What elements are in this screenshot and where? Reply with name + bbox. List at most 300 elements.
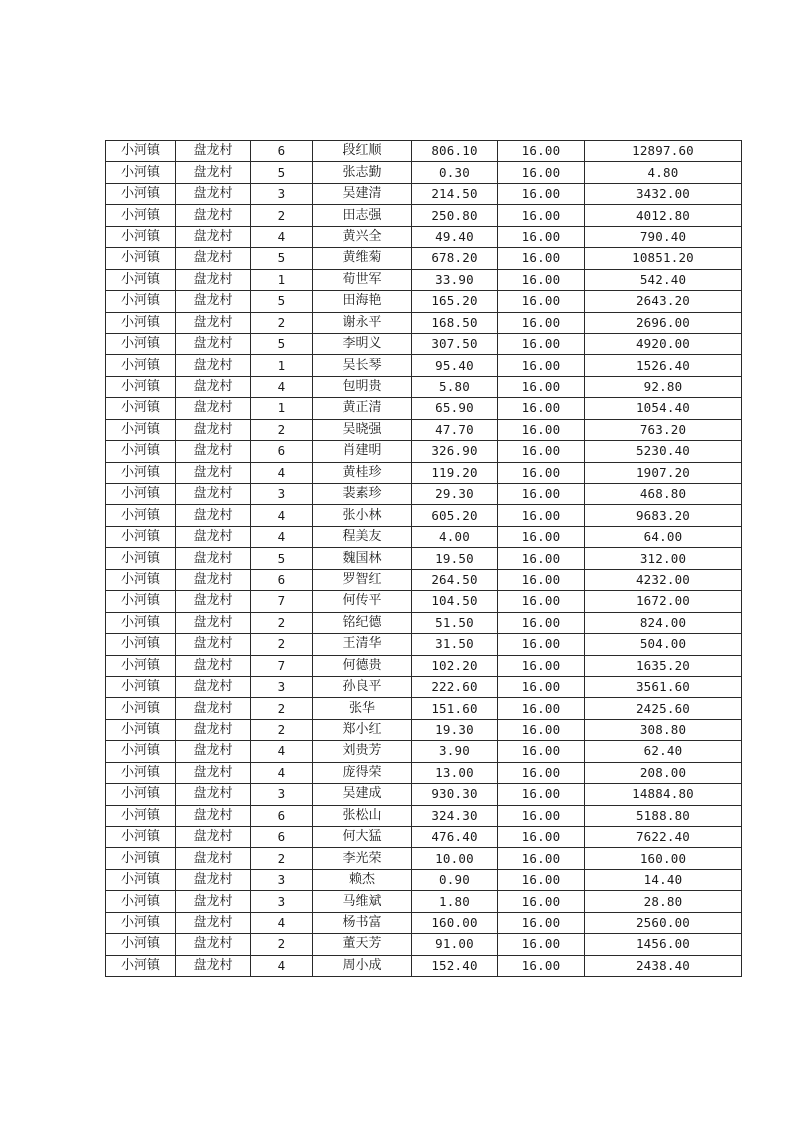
cell-name: 铭纪德	[313, 612, 412, 633]
cell-town: 小河镇	[106, 784, 176, 805]
cell-group: 2	[251, 312, 313, 333]
cell-village: 盘龙村	[176, 612, 251, 633]
cell-name: 田志强	[313, 205, 412, 226]
cell-rate: 16.00	[498, 398, 585, 419]
cell-name: 肖建明	[313, 441, 412, 462]
cell-group: 4	[251, 912, 313, 933]
cell-area: 1.80	[412, 891, 498, 912]
cell-group: 4	[251, 741, 313, 762]
table-row	[106, 291, 742, 312]
cell-rate: 16.00	[498, 912, 585, 933]
cell-name: 程美友	[313, 526, 412, 547]
cell-town: 小河镇	[106, 869, 176, 890]
cell-amount: 10851.20	[585, 248, 742, 269]
cell-group: 3	[251, 676, 313, 697]
cell-name: 吴长琴	[313, 355, 412, 376]
cell-village: 盘龙村	[176, 462, 251, 483]
cell-area: 91.00	[412, 934, 498, 955]
cell-village: 盘龙村	[176, 848, 251, 869]
cell-village: 盘龙村	[176, 934, 251, 955]
cell-group: 1	[251, 355, 313, 376]
cell-village: 盘龙村	[176, 205, 251, 226]
cell-group: 4	[251, 526, 313, 547]
table-row	[106, 612, 742, 633]
cell-town: 小河镇	[106, 612, 176, 633]
cell-town: 小河镇	[106, 634, 176, 655]
cell-name: 罗智红	[313, 569, 412, 590]
cell-name: 何传平	[313, 591, 412, 612]
cell-amount: 2560.00	[585, 912, 742, 933]
cell-amount: 504.00	[585, 634, 742, 655]
table-row	[106, 441, 742, 462]
cell-area: 51.50	[412, 612, 498, 633]
cell-rate: 16.00	[498, 591, 585, 612]
cell-group: 5	[251, 291, 313, 312]
cell-village: 盘龙村	[176, 762, 251, 783]
cell-name: 张松山	[313, 805, 412, 826]
cell-name: 赖杰	[313, 869, 412, 890]
table-row	[106, 484, 742, 505]
cell-village: 盘龙村	[176, 162, 251, 183]
cell-group: 1	[251, 398, 313, 419]
table-row	[106, 141, 742, 162]
cell-name: 刘贵芳	[313, 741, 412, 762]
cell-group: 4	[251, 376, 313, 397]
cell-town: 小河镇	[106, 741, 176, 762]
cell-village: 盘龙村	[176, 484, 251, 505]
cell-town: 小河镇	[106, 183, 176, 204]
cell-town: 小河镇	[106, 462, 176, 483]
cell-area: 930.30	[412, 784, 498, 805]
table-row	[106, 762, 742, 783]
cell-rate: 16.00	[498, 848, 585, 869]
cell-name: 魏国林	[313, 548, 412, 569]
cell-amount: 542.40	[585, 269, 742, 290]
cell-group: 4	[251, 505, 313, 526]
cell-town: 小河镇	[106, 698, 176, 719]
table-row	[106, 934, 742, 955]
cell-group: 5	[251, 548, 313, 569]
cell-group: 2	[251, 612, 313, 633]
cell-area: 160.00	[412, 912, 498, 933]
cell-town: 小河镇	[106, 248, 176, 269]
cell-group: 2	[251, 719, 313, 740]
table-row	[106, 248, 742, 269]
table-row	[106, 333, 742, 354]
cell-area: 214.50	[412, 183, 498, 204]
cell-village: 盘龙村	[176, 291, 251, 312]
cell-name: 吴晓强	[313, 419, 412, 440]
table-row	[106, 462, 742, 483]
cell-name: 庞得荣	[313, 762, 412, 783]
cell-area: 307.50	[412, 333, 498, 354]
cell-town: 小河镇	[106, 955, 176, 976]
cell-group: 3	[251, 869, 313, 890]
table-row	[106, 655, 742, 676]
cell-group: 4	[251, 955, 313, 976]
cell-rate: 16.00	[498, 805, 585, 826]
cell-area: 119.20	[412, 462, 498, 483]
cell-rate: 16.00	[498, 698, 585, 719]
cell-amount: 308.80	[585, 719, 742, 740]
cell-rate: 16.00	[498, 784, 585, 805]
cell-area: 19.30	[412, 719, 498, 740]
cell-group: 2	[251, 634, 313, 655]
cell-name: 黄正清	[313, 398, 412, 419]
cell-area: 168.50	[412, 312, 498, 333]
cell-town: 小河镇	[106, 205, 176, 226]
cell-area: 19.50	[412, 548, 498, 569]
cell-name: 郑小红	[313, 719, 412, 740]
table-row	[106, 784, 742, 805]
cell-area: 152.40	[412, 955, 498, 976]
table-row	[106, 591, 742, 612]
cell-group: 2	[251, 698, 313, 719]
table-row	[106, 526, 742, 547]
cell-amount: 5188.80	[585, 805, 742, 826]
cell-village: 盘龙村	[176, 505, 251, 526]
cell-group: 6	[251, 441, 313, 462]
cell-town: 小河镇	[106, 912, 176, 933]
cell-village: 盘龙村	[176, 248, 251, 269]
table-row	[106, 741, 742, 762]
cell-town: 小河镇	[106, 526, 176, 547]
cell-rate: 16.00	[498, 162, 585, 183]
table-row	[106, 848, 742, 869]
table-row	[106, 569, 742, 590]
cell-group: 6	[251, 827, 313, 848]
cell-town: 小河镇	[106, 291, 176, 312]
table-row	[106, 269, 742, 290]
cell-group: 1	[251, 269, 313, 290]
cell-rate: 16.00	[498, 569, 585, 590]
cell-area: 102.20	[412, 655, 498, 676]
cell-rate: 16.00	[498, 891, 585, 912]
cell-rate: 16.00	[498, 762, 585, 783]
cell-area: 4.00	[412, 526, 498, 547]
cell-town: 小河镇	[106, 569, 176, 590]
cell-area: 264.50	[412, 569, 498, 590]
cell-area: 222.60	[412, 676, 498, 697]
cell-amount: 1635.20	[585, 655, 742, 676]
cell-village: 盘龙村	[176, 591, 251, 612]
cell-village: 盘龙村	[176, 441, 251, 462]
cell-name: 吴建成	[313, 784, 412, 805]
cell-amount: 92.80	[585, 376, 742, 397]
cell-name: 周小成	[313, 955, 412, 976]
cell-town: 小河镇	[106, 162, 176, 183]
cell-area: 3.90	[412, 741, 498, 762]
cell-village: 盘龙村	[176, 698, 251, 719]
cell-rate: 16.00	[498, 741, 585, 762]
cell-town: 小河镇	[106, 269, 176, 290]
cell-village: 盘龙村	[176, 355, 251, 376]
cell-amount: 4012.80	[585, 205, 742, 226]
cell-name: 何德贵	[313, 655, 412, 676]
cell-village: 盘龙村	[176, 955, 251, 976]
cell-rate: 16.00	[498, 548, 585, 569]
cell-town: 小河镇	[106, 312, 176, 333]
cell-area: 49.40	[412, 226, 498, 247]
table-row	[106, 869, 742, 890]
cell-group: 5	[251, 333, 313, 354]
cell-amount: 160.00	[585, 848, 742, 869]
cell-group: 6	[251, 141, 313, 162]
cell-amount: 3561.60	[585, 676, 742, 697]
table-row	[106, 634, 742, 655]
cell-area: 605.20	[412, 505, 498, 526]
cell-amount: 4920.00	[585, 333, 742, 354]
cell-town: 小河镇	[106, 376, 176, 397]
cell-amount: 790.40	[585, 226, 742, 247]
cell-name: 张华	[313, 698, 412, 719]
cell-town: 小河镇	[106, 805, 176, 826]
cell-name: 吴建清	[313, 183, 412, 204]
cell-rate: 16.00	[498, 205, 585, 226]
cell-village: 盘龙村	[176, 183, 251, 204]
cell-rate: 16.00	[498, 183, 585, 204]
table-row	[106, 505, 742, 526]
cell-amount: 2643.20	[585, 291, 742, 312]
cell-town: 小河镇	[106, 848, 176, 869]
cell-town: 小河镇	[106, 398, 176, 419]
cell-group: 3	[251, 891, 313, 912]
cell-group: 3	[251, 484, 313, 505]
cell-amount: 28.80	[585, 891, 742, 912]
cell-name: 马维斌	[313, 891, 412, 912]
cell-rate: 16.00	[498, 505, 585, 526]
cell-rate: 16.00	[498, 869, 585, 890]
cell-rate: 16.00	[498, 934, 585, 955]
cell-group: 7	[251, 591, 313, 612]
cell-rate: 16.00	[498, 634, 585, 655]
cell-rate: 16.00	[498, 376, 585, 397]
cell-rate: 16.00	[498, 676, 585, 697]
cell-group: 3	[251, 183, 313, 204]
cell-rate: 16.00	[498, 612, 585, 633]
cell-group: 2	[251, 934, 313, 955]
table-row	[106, 891, 742, 912]
table-row	[106, 912, 742, 933]
cell-group: 4	[251, 462, 313, 483]
cell-village: 盘龙村	[176, 891, 251, 912]
table-row	[106, 955, 742, 976]
cell-area: 151.60	[412, 698, 498, 719]
cell-name: 杨书富	[313, 912, 412, 933]
cell-town: 小河镇	[106, 676, 176, 697]
cell-town: 小河镇	[106, 934, 176, 955]
cell-amount: 14.40	[585, 869, 742, 890]
cell-rate: 16.00	[498, 955, 585, 976]
cell-group: 5	[251, 248, 313, 269]
cell-town: 小河镇	[106, 762, 176, 783]
cell-amount: 824.00	[585, 612, 742, 633]
cell-group: 7	[251, 655, 313, 676]
cell-village: 盘龙村	[176, 269, 251, 290]
cell-area: 29.30	[412, 484, 498, 505]
cell-amount: 14884.80	[585, 784, 742, 805]
cell-name: 黄桂珍	[313, 462, 412, 483]
cell-amount: 12897.60	[585, 141, 742, 162]
cell-rate: 16.00	[498, 355, 585, 376]
cell-amount: 2438.40	[585, 955, 742, 976]
cell-rate: 16.00	[498, 419, 585, 440]
cell-village: 盘龙村	[176, 526, 251, 547]
cell-rate: 16.00	[498, 226, 585, 247]
cell-village: 盘龙村	[176, 869, 251, 890]
cell-village: 盘龙村	[176, 805, 251, 826]
cell-town: 小河镇	[106, 355, 176, 376]
cell-area: 13.00	[412, 762, 498, 783]
cell-rate: 16.00	[498, 269, 585, 290]
cell-group: 2	[251, 848, 313, 869]
table-row	[106, 226, 742, 247]
cell-amount: 1907.20	[585, 462, 742, 483]
cell-amount: 2696.00	[585, 312, 742, 333]
table-row	[106, 805, 742, 826]
cell-amount: 468.80	[585, 484, 742, 505]
cell-amount: 763.20	[585, 419, 742, 440]
cell-area: 806.10	[412, 141, 498, 162]
cell-village: 盘龙村	[176, 719, 251, 740]
cell-area: 326.90	[412, 441, 498, 462]
cell-village: 盘龙村	[176, 376, 251, 397]
cell-village: 盘龙村	[176, 141, 251, 162]
table-row	[106, 548, 742, 569]
cell-group: 4	[251, 762, 313, 783]
cell-town: 小河镇	[106, 333, 176, 354]
cell-village: 盘龙村	[176, 569, 251, 590]
cell-town: 小河镇	[106, 484, 176, 505]
cell-amount: 62.40	[585, 741, 742, 762]
cell-village: 盘龙村	[176, 741, 251, 762]
cell-name: 李光荣	[313, 848, 412, 869]
cell-amount: 1456.00	[585, 934, 742, 955]
cell-area: 0.30	[412, 162, 498, 183]
cell-group: 4	[251, 226, 313, 247]
table-row	[106, 162, 742, 183]
cell-village: 盘龙村	[176, 419, 251, 440]
cell-group: 6	[251, 569, 313, 590]
cell-rate: 16.00	[498, 655, 585, 676]
cell-rate: 16.00	[498, 827, 585, 848]
table-row	[106, 183, 742, 204]
cell-rate: 16.00	[498, 248, 585, 269]
table-row	[106, 698, 742, 719]
cell-area: 31.50	[412, 634, 498, 655]
cell-amount: 3432.00	[585, 183, 742, 204]
cell-group: 3	[251, 784, 313, 805]
cell-area: 250.80	[412, 205, 498, 226]
cell-name: 田海艳	[313, 291, 412, 312]
cell-area: 47.70	[412, 419, 498, 440]
cell-name: 谢永平	[313, 312, 412, 333]
cell-village: 盘龙村	[176, 676, 251, 697]
table-row	[106, 376, 742, 397]
table-row	[106, 312, 742, 333]
cell-amount: 2425.60	[585, 698, 742, 719]
cell-name: 李明义	[313, 333, 412, 354]
cell-village: 盘龙村	[176, 827, 251, 848]
cell-name: 张小林	[313, 505, 412, 526]
cell-town: 小河镇	[106, 719, 176, 740]
data-table	[105, 140, 742, 977]
cell-area: 33.90	[412, 269, 498, 290]
cell-village: 盘龙村	[176, 226, 251, 247]
cell-village: 盘龙村	[176, 784, 251, 805]
table-body	[106, 141, 742, 977]
cell-amount: 312.00	[585, 548, 742, 569]
cell-area: 95.40	[412, 355, 498, 376]
cell-town: 小河镇	[106, 591, 176, 612]
cell-amount: 1526.40	[585, 355, 742, 376]
cell-name: 段红顺	[313, 141, 412, 162]
cell-village: 盘龙村	[176, 398, 251, 419]
cell-area: 165.20	[412, 291, 498, 312]
cell-name: 孙良平	[313, 676, 412, 697]
cell-village: 盘龙村	[176, 912, 251, 933]
cell-town: 小河镇	[106, 655, 176, 676]
cell-town: 小河镇	[106, 441, 176, 462]
cell-rate: 16.00	[498, 441, 585, 462]
cell-name: 董天芳	[313, 934, 412, 955]
cell-name: 黄兴全	[313, 226, 412, 247]
cell-area: 0.90	[412, 869, 498, 890]
cell-town: 小河镇	[106, 141, 176, 162]
cell-village: 盘龙村	[176, 655, 251, 676]
cell-name: 包明贵	[313, 376, 412, 397]
cell-rate: 16.00	[498, 312, 585, 333]
table-row	[106, 205, 742, 226]
cell-rate: 16.00	[498, 719, 585, 740]
cell-name: 何大猛	[313, 827, 412, 848]
cell-rate: 16.00	[498, 333, 585, 354]
cell-amount: 4232.00	[585, 569, 742, 590]
cell-amount: 64.00	[585, 526, 742, 547]
cell-town: 小河镇	[106, 226, 176, 247]
cell-rate: 16.00	[498, 291, 585, 312]
cell-group: 6	[251, 805, 313, 826]
cell-rate: 16.00	[498, 141, 585, 162]
cell-amount: 1672.00	[585, 591, 742, 612]
cell-area: 65.90	[412, 398, 498, 419]
cell-amount: 5230.40	[585, 441, 742, 462]
cell-village: 盘龙村	[176, 312, 251, 333]
cell-area: 5.80	[412, 376, 498, 397]
cell-amount: 208.00	[585, 762, 742, 783]
cell-name: 荀世军	[313, 269, 412, 290]
cell-name: 张志勤	[313, 162, 412, 183]
cell-area: 324.30	[412, 805, 498, 826]
cell-town: 小河镇	[106, 891, 176, 912]
cell-group: 2	[251, 419, 313, 440]
cell-village: 盘龙村	[176, 333, 251, 354]
cell-village: 盘龙村	[176, 634, 251, 655]
cell-name: 裴素珍	[313, 484, 412, 505]
cell-group: 2	[251, 205, 313, 226]
cell-area: 10.00	[412, 848, 498, 869]
cell-village: 盘龙村	[176, 548, 251, 569]
cell-group: 5	[251, 162, 313, 183]
cell-amount: 4.80	[585, 162, 742, 183]
table-row	[106, 419, 742, 440]
cell-rate: 16.00	[498, 462, 585, 483]
table-row	[106, 355, 742, 376]
cell-rate: 16.00	[498, 526, 585, 547]
cell-town: 小河镇	[106, 548, 176, 569]
cell-area: 104.50	[412, 591, 498, 612]
table-row	[106, 398, 742, 419]
